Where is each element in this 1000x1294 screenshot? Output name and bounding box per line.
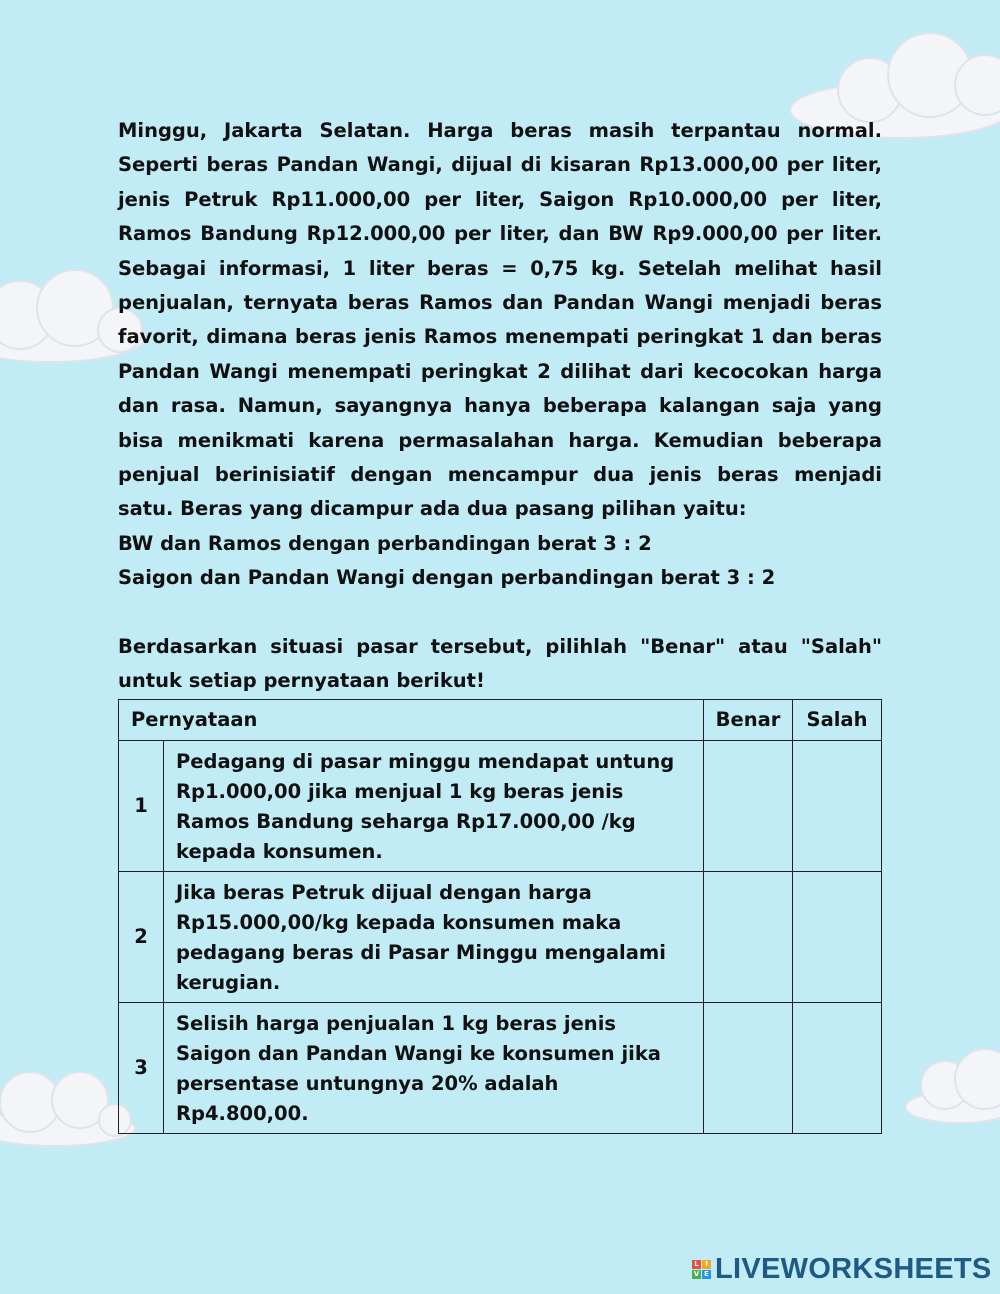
instruction-text: Berdasarkan situasi pasar tersebut, pilihlah "Benar" atau "Salah" untuk setiap pernyataan berikut! — [118, 634, 882, 693]
header-true: Benar — [704, 699, 793, 740]
logo-badge-icon: L I V E — [692, 1260, 711, 1279]
table-row — [119, 871, 882, 1002]
cloud-bottom-right — [905, 1045, 1000, 1125]
header-false: Salah — [793, 699, 882, 740]
answer-false-cell[interactable] — [793, 1002, 882, 1133]
statement-text: Selisih harga penjualan 1 kg beras jenis Saigon dan Pandan Wangi ke konsumen jika persentase untungnya 20% adalah Rp4.800,00. — [164, 1002, 704, 1133]
header-statement: Pernyataan — [119, 699, 704, 740]
liveworksheets-logo — [692, 1253, 992, 1285]
mix-pair-2: Saigon dan Pandan Wangi dengan perbandingan berat 3 : 2 — [118, 566, 776, 590]
table-row — [119, 1002, 882, 1133]
answer-true-cell[interactable] — [704, 1002, 793, 1133]
answer-false-cell[interactable] — [793, 871, 882, 1002]
logo-text: LIVEWORKSHEETS — [715, 1252, 992, 1285]
row-number: 2 — [119, 871, 164, 1002]
table-header-row — [119, 699, 882, 740]
table-row — [119, 740, 882, 871]
worksheet-content — [118, 114, 882, 1134]
statement-text: Jika beras Petruk dijual dengan harga Rp15.000,00/kg kepada konsumen maka pedagang beras di Pasar Minggu mengalami kerugian. — [164, 871, 704, 1002]
statement-table — [118, 699, 882, 1134]
row-number: 3 — [119, 1002, 164, 1133]
answer-true-cell[interactable] — [704, 740, 793, 871]
row-number: 1 — [119, 740, 164, 871]
answer-false-cell[interactable] — [793, 740, 882, 871]
statement-text: Pedagang di pasar minggu mendapat untung Rp1.000,00 jika menjual 1 kg beras jenis Ramos Bandung seharga Rp17.000,00 /kg kepada konsumen. — [164, 740, 704, 871]
situation-paragraph: Minggu, Jakarta Selatan. Harga beras masih terpantau normal. Seperti beras Pandan Wangi, dijual di kisaran Rp13.000,00 per liter, jenis Petruk Rp11.000,00 per liter, Saigon Rp10.000,00 per liter, Ramos Bandung Rp12.000,00 per liter, dan BW Rp9.000,00 per liter. Sebagai informasi, 1 liter beras = 0,75 kg. Setelah melihat hasil penjualan, ternyata beras Ramos dan Pandan Wangi menjadi beras favorit, dimana beras jenis Ramos menempati peringkat 1 dan beras Pandan Wangi menempati peringkat 2 dilihat dari kecocokan harga dan rasa. Namun, sayangnya hanya beberapa kalangan saja yang bisa menikmati karena permasalahan harga. Kemudian beberapa penjual berinisiatif dengan mencampur dua jenis beras menjadi satu. Beras yang dicampur ada dua pasang pilihan yaitu: — [118, 119, 882, 521]
answer-true-cell[interactable] — [704, 871, 793, 1002]
mix-pair-1: BW dan Ramos dengan perbandingan berat 3 : 2 — [118, 531, 652, 555]
